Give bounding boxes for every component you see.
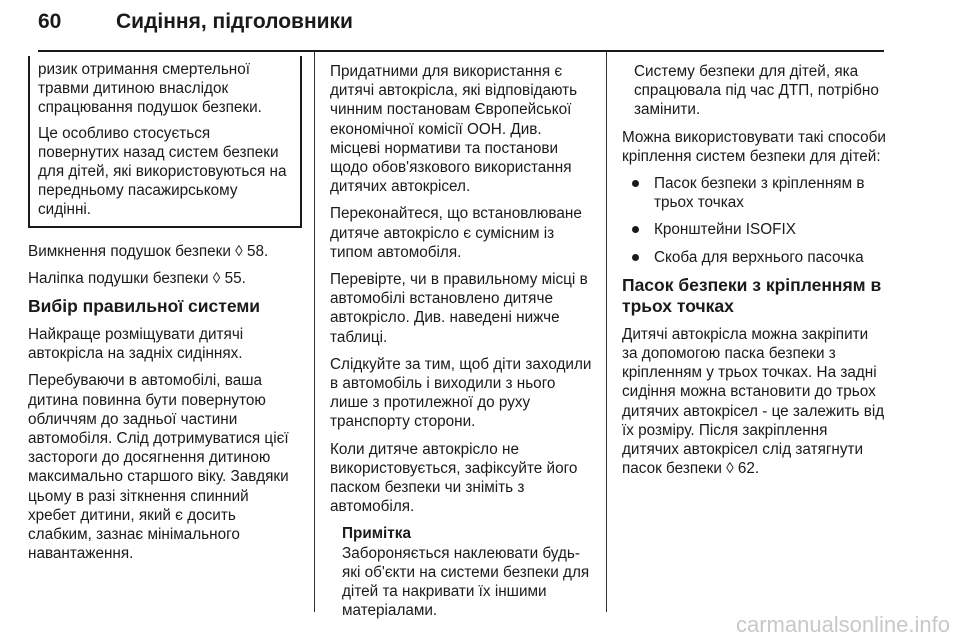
paragraph-facing-rear: Перебуваючи в автомобілі, ваша дитина повинна бути повернутою обличчям до задньої частини автомобіля. Слід дотримуватися цієї застороги до досягнення дитиною максимально старшого віку. Завдяки цьому в разі зіткнення спинний хребет дитини, який є досить слабким, зазнає мінімального навантаження. <box>28 372 289 563</box>
note-text: Забороняється наклеювати будь-які об'єкти на системи безпеки для дітей та накривати їх іншими матеріалами. <box>342 544 590 620</box>
page-number: 60 <box>38 10 62 33</box>
heading-choice: Вибір правильної системи <box>28 296 261 317</box>
page-title: Сидіння, підголовники <box>116 10 353 33</box>
paragraph-replace: Систему безпеки для дітей, яка спрацювала під час ДТП, потрібно замінити. <box>634 63 879 119</box>
paragraph-unused-seat: Коли дитяче автокрісло не використовується, зафіксуйте його паском безпеки чи зніміть з автомобіля. <box>330 440 578 516</box>
paragraph-compatibility: Переконайтеся, що встановлюване дитяче автокрісло є сумісним із типом автомобіля. <box>330 205 582 261</box>
methods-list <box>622 174 886 267</box>
watermark: carmanualsonline.info <box>735 612 950 637</box>
paragraph-methods: Можна використовувати такі способи кріплення систем безпеки для дітей: <box>622 128 886 165</box>
column-divider-1 <box>314 52 315 612</box>
airbag-disable-link[interactable]: Вимкнення подушок безпеки ◊ 58. <box>28 242 269 260</box>
column-1 <box>28 56 300 571</box>
column-3 <box>622 62 886 486</box>
note-title: Примітка <box>342 525 411 543</box>
warning-box <box>28 56 302 228</box>
paragraph-verify-position: Перевірте, чи в правильному місці в автомобілі встановлено дитяче автокрісло. Див. наведені нижче таблиці. <box>330 271 588 346</box>
paragraph-exit-side: Слідкуйте за тим, щоб діти заходили в автомобіль і виходили з нього лише з протилежної до руху транспорту сторони. <box>330 355 592 431</box>
paragraph-belt-fixing: Дитячі автокрісла можна закріпити за допомогою паска безпеки з кріпленням у трьох точках. На задні сидіння можна встановити до трьох дитячих автокрісел - це залежить від їх розміру. Після закріплення дитячих автокрісел слід затягнути пасок безпеки ◊ 62. <box>622 325 885 478</box>
paragraph-best-position: Найкраще розміщувати дитячі автокрісла на задніх сидіннях. <box>28 326 244 363</box>
paragraph-suitable: Придатними для використання є дитячі автокрісла, які відповідають чинним постановам Європейської економічної комісії ООН. Див. місцеві нормативи та постанови щодо обов'язкового використання дитячих автокрісел. <box>330 63 578 196</box>
airbag-label-link[interactable]: Наліпка подушки безпеки ◊ 55. <box>28 269 246 287</box>
list-item: Кронштейни ISOFIX <box>622 220 886 239</box>
warning-text-2: Це особливо стосується повернутих назад систем безпеки для дітей, які використовуються на передньому пасажирському сидінні. <box>38 124 287 219</box>
warning-text-1: ризик отримання смертельної травми дитиною внаслідок спрацювання подушок безпеки. <box>38 61 262 117</box>
note-block <box>330 524 592 620</box>
list-item: Пасок безпеки з кріпленням в трьох точках <box>622 174 886 212</box>
column-divider-2 <box>606 52 607 612</box>
column-2 <box>330 62 592 628</box>
heading-three-point-belt: Пасок безпеки з кріпленням в трьох точках <box>622 274 882 316</box>
page-header <box>38 0 884 52</box>
list-item: Скоба для верхнього пасочка <box>622 248 886 267</box>
